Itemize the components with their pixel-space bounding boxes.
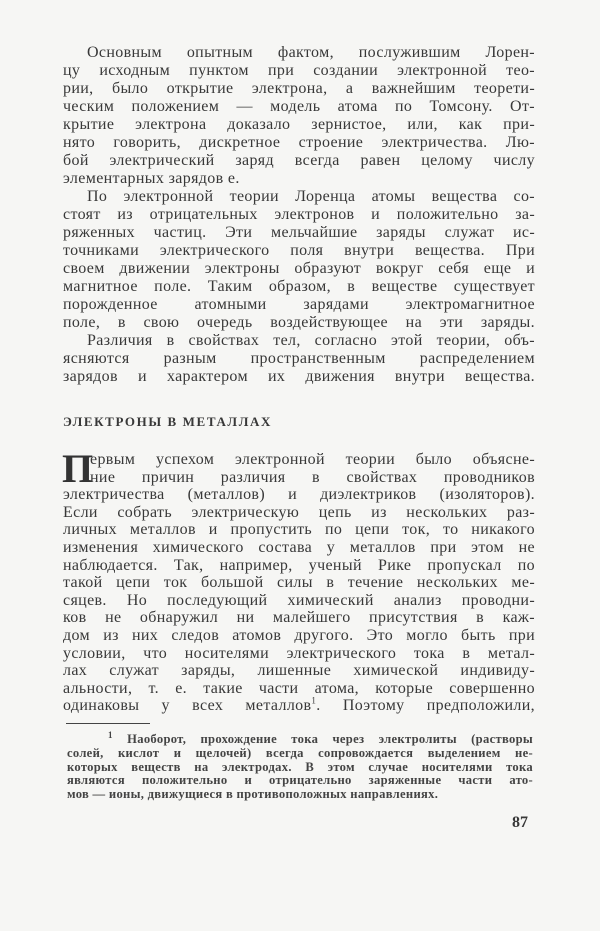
text-line: лах служат заряды, лишенные химической индивиду- [63,662,535,680]
text-line: являются положительно и отрицательно заряженные части ато- [67,773,533,788]
text-line: ков не обнаружил ни малейшего присутствия в каж- [63,609,535,627]
section-heading: ЭЛЕКТРОНЫ В МЕТАЛЛАХ [63,414,272,429]
text-line: наблюдается. Так, например, ученый Рике пропускал по [63,556,535,574]
text-line: ясняются разным пространственным распределением [63,350,535,367]
paragraph-3 [63,332,535,386]
text-line: условии, что носителями электрического тока в метал- [63,644,535,662]
text-line: магнитное поле. Таким образом, в веществе существует [63,278,535,295]
paragraph-1 [63,44,535,188]
text-line: которых веществ на электродах. В этом случае носителями тока [67,759,533,774]
section-paragraph [62,446,535,715]
text-line: изменения химического состава у металлов при этом не [63,538,535,556]
text-line: стоят из отрицательных электронов и положительно за- [63,206,535,223]
footnote-marker: 1 [108,729,113,740]
footnote [67,729,534,802]
text-line: мов — ионы, движущиеся в противоположных направлениях. [67,787,439,802]
text-line: нято говорить, дискретное строение электричества. Лю- [63,134,535,151]
text-line: элементарных зарядов e. [63,170,240,187]
text-line: Основным опытным фактом, послужившим Лорен- [87,44,535,61]
text-line [63,697,535,715]
text-line [67,729,534,747]
text-span: . Поэтому предположили, [316,697,535,715]
text-line: электричества (металлов) и диэлектриков (изоляторов). [63,486,535,504]
text-line: точниками электрического поля внутри вещества. При [63,242,535,259]
text-line: солей, кислот и щелочей) всегда сопровождается выделением не- [67,745,533,760]
page-number: 87 [512,814,528,831]
text-line: цу исходным пунктом при создании электронной тео- [63,62,535,79]
text-line: личных металлов и пропустить по цепи ток, то никакого [63,521,535,539]
text-line: Если собрать электрическую цепь из нескольких раз- [63,503,535,521]
text-line: такой цепи ток большой силы в течение нескольких ме- [63,574,535,592]
footnote-ref[interactable]: 1 [311,695,317,706]
text-line: ряженных частиц. Эти мельчайшие заряды служат ис- [63,224,535,241]
text-line: альности, т. е. такие части атома, которые совершенно [63,679,535,697]
text-line: поле, в свою очередь воздействующее на эти заряды. [63,314,535,331]
text-line: порожденное атомными зарядами электромагнитное [63,296,535,313]
text-line: ервым успехом электронной теории было объясне- [90,451,535,468]
text-line: рии, было открытие электрона, а важнейшим теорети- [63,80,535,97]
text-line: крытие электрона доказало зернистое, или, как при- [63,116,535,133]
text-line: Различия в свойствах тел, согласно этой теории, объ- [87,332,535,349]
text-line: По электронной теории Лоренца атомы вещества со- [87,188,535,205]
footnote-divider [66,723,150,724]
text-line: сяцев. Но последующий химический анализ проводни- [63,591,535,609]
paragraph-2 [63,188,535,332]
text-line: ческим положением — модель атома по Томсону. От- [63,98,535,115]
text-line: ние причин различия в свойствах проводников [90,468,535,486]
drop-cap: П [62,446,94,491]
text-span: Наоборот, прохождение тока через электролиты (растворы [127,732,534,746]
text-line: бой электрический заряд всегда равен целому числу [63,152,535,169]
text-line: зарядов и характером их движения внутри вещества. [63,368,535,385]
text-line: дом из них следов атомов другого. Это могло быть при [63,626,535,644]
text-line: своем движении электроны образуют вокруг себя еще и [63,260,535,277]
text-span: одинаковы у всех металлов [63,697,312,715]
